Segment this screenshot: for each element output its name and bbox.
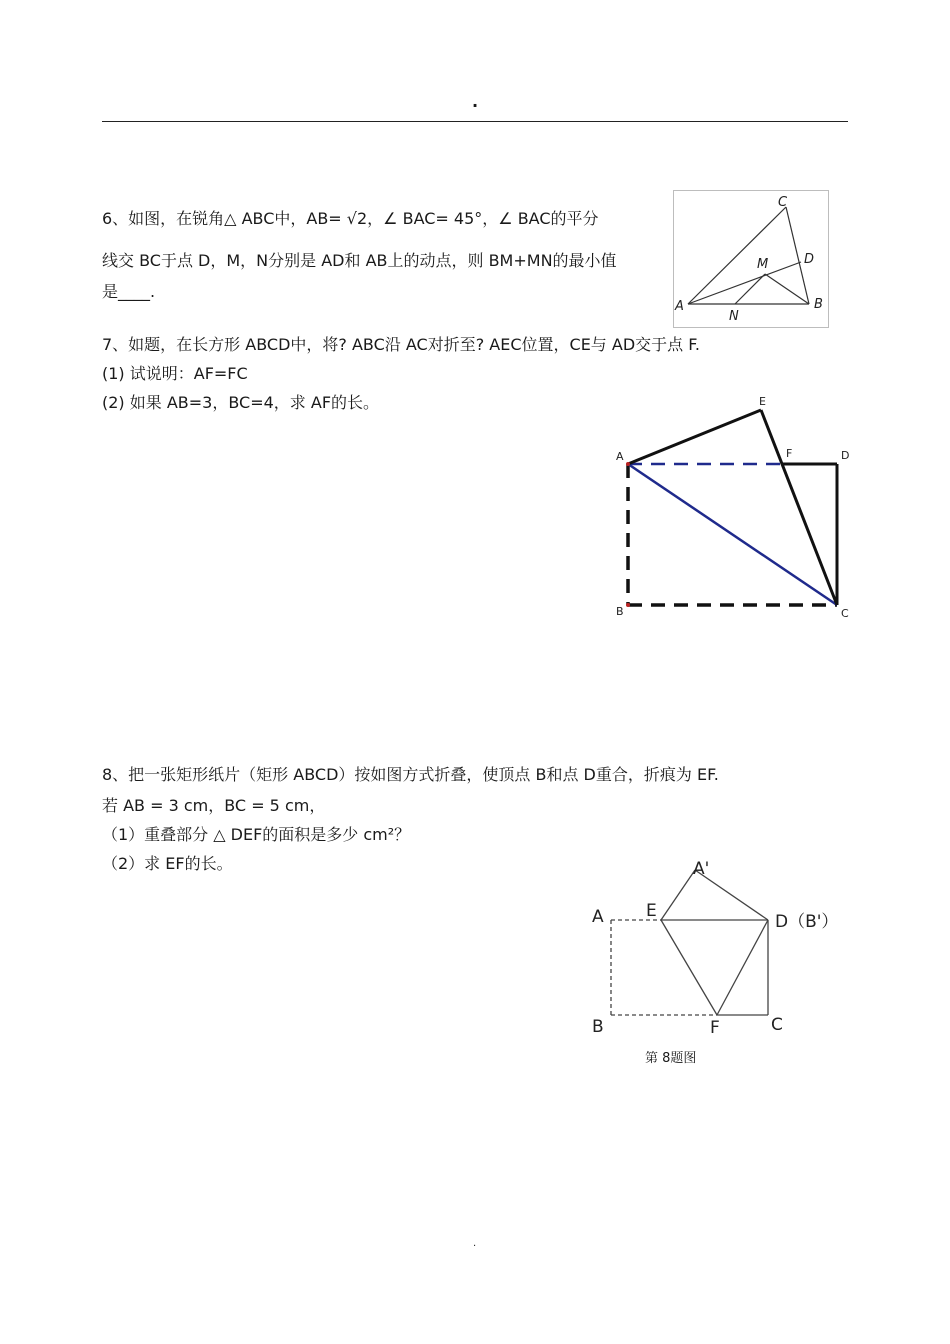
- q8-label-E: E: [646, 901, 657, 921]
- q8-part-1: （1）重叠部分 △ DEF的面积是多少 cm²？: [102, 825, 411, 844]
- q8-label-A: A: [592, 907, 604, 927]
- q8-stem: 8、把一张矩形纸片（矩形 ABCD）按如图方式折叠，使顶点 B和点 D重合，折痕为 EF.: [102, 765, 719, 784]
- q7-figure: [608, 390, 858, 622]
- footer-dot: .: [473, 1238, 477, 1249]
- q7-part-1: (1) 试说明：AF=FC: [102, 364, 248, 383]
- q8-label-F: F: [710, 1018, 720, 1038]
- q6-label-A: A: [675, 299, 684, 314]
- header-rule: [102, 121, 848, 122]
- q7-label-C: C: [841, 607, 849, 620]
- q8-figure-caption: 第 8题图: [645, 1051, 697, 1066]
- q7-seg-EC: [761, 410, 837, 605]
- q7-label-B: B: [616, 605, 624, 618]
- q8-seg-EF: [661, 920, 717, 1015]
- q6-seg-MN: [735, 274, 765, 304]
- q6-label-D: D: [804, 252, 815, 267]
- q6-label-C: C: [778, 195, 788, 210]
- q6-line-1: 6、如图，在锐角△ ABC中，AB= √2，∠ BAC= 45°，∠ BAC的平分: [102, 209, 599, 228]
- q7-seg-AC: [628, 464, 837, 605]
- q7-label-D: D: [841, 449, 850, 462]
- q7-part-2: (2) 如果 AB=3，BC=4，求 AF的长。: [102, 393, 380, 412]
- q6-line-2: 线交 BC于点 D，M，N分别是 AD和 AB上的动点，则 BM+MN的最小值: [102, 251, 617, 270]
- header-dot: .: [472, 92, 479, 111]
- q8-label-D: D（B'）: [775, 912, 839, 932]
- q6-label-B: B: [814, 297, 823, 312]
- q6-label-N: N: [729, 309, 739, 324]
- q7-seg-AE: [628, 410, 761, 464]
- q8-label-C: C: [771, 1015, 783, 1035]
- q7-stem: 7、如题，在长方形 ABCD中，将? ABC沿 AC对折至? AEC位置，CE与 AD交于点 F.: [102, 335, 700, 354]
- q6-seg-AC: [688, 207, 786, 304]
- q7-label-F: F: [786, 447, 793, 460]
- q8-figure: [580, 850, 850, 1070]
- q8-seg-FD: [717, 920, 768, 1015]
- q7-point-A: [626, 462, 630, 466]
- q6-figure: [673, 190, 829, 328]
- q6-line-3: 是____.: [102, 282, 156, 301]
- q8-label-B: B: [592, 1017, 604, 1037]
- q8-seg-EA-prime: [661, 870, 695, 920]
- q8-label-A-prime: A': [693, 859, 710, 879]
- q7-label-A: A: [616, 450, 624, 463]
- q8-part-2: （2）求 EF的长。: [102, 854, 233, 873]
- q8-given: 若 AB = 3 cm，BC = 5 cm，: [102, 796, 326, 815]
- q6-label-M: M: [757, 257, 769, 272]
- q7-point-B: [626, 603, 630, 607]
- q6-seg-AD: [688, 262, 801, 304]
- q7-label-E: E: [759, 395, 766, 408]
